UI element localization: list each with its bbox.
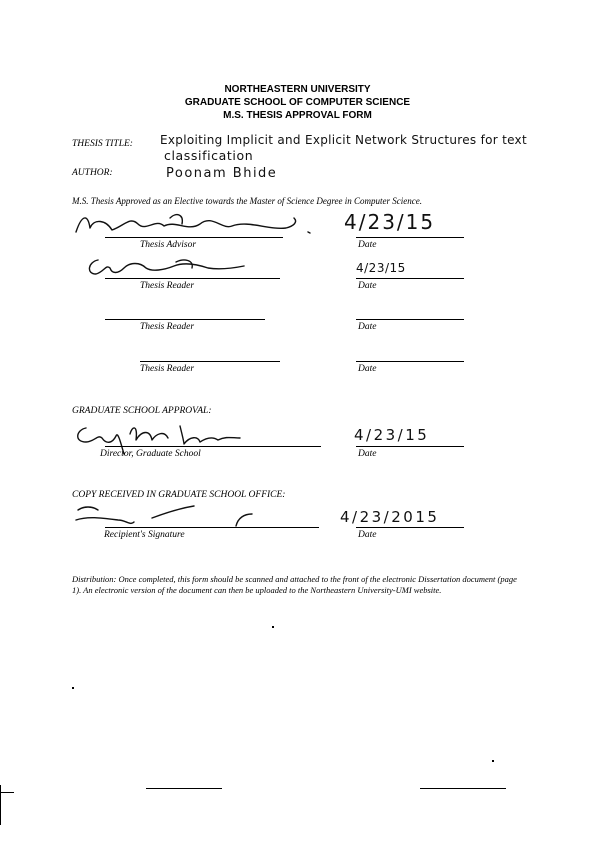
director-date-line <box>356 446 464 447</box>
advisor-date-label: Date <box>358 240 377 250</box>
reader2-date-label: Date <box>358 322 377 332</box>
reader1-date-label: Date <box>358 281 377 291</box>
recipient-signature-line <box>105 527 319 528</box>
distribution-note: Distribution: Once completed, this form should be scanned and attached to the front of the electronic Dissertation document (page 1). An electronic version of the document can then be uploaded to the Northeastern University-UMI website. <box>72 574 517 595</box>
reader3-signature-line <box>140 361 280 362</box>
recipient-date-label: Date <box>358 530 377 540</box>
reader1-signature-line <box>105 278 280 279</box>
footer-line-left <box>146 788 222 789</box>
reader1-signature <box>84 254 284 280</box>
recipient-date-line <box>356 527 464 528</box>
thesis-title-line2: classification <box>164 148 254 163</box>
scan-dot <box>492 760 494 762</box>
author-label: AUTHOR: <box>72 168 113 178</box>
form-title: M.S. THESIS APPROVAL FORM <box>223 110 372 121</box>
recipient-role-label: Recipient's Signature <box>104 530 185 540</box>
advisor-date-line <box>356 237 464 238</box>
graduate-approval-heading: GRADUATE SCHOOL APPROVAL: <box>72 406 212 416</box>
footer-line-right <box>420 788 506 789</box>
reader1-role-label: Thesis Reader <box>140 281 195 291</box>
scan-dot <box>272 626 274 628</box>
author-name: Poonam Bhide <box>166 166 278 181</box>
reader2-date-line <box>356 319 464 320</box>
director-signature-line <box>105 446 321 447</box>
reader2-signature-line <box>105 319 265 320</box>
approval-statement: M.S. Thesis Approved as an Elective towards the Master of Science Degree in Computer Science. <box>72 196 423 206</box>
thesis-title-label: THESIS TITLE: <box>72 139 133 149</box>
advisor-role-label: Thesis Advisor <box>140 240 197 250</box>
scan-edge-mark-vertical <box>0 785 1 825</box>
scan-edge-mark <box>0 792 14 793</box>
thesis-title-line1: Exploiting Implicit and Explicit Network Structures for text <box>160 133 527 147</box>
advisor-date-value: 4/23/15 <box>344 210 436 234</box>
reader1-date-value: 4/23/15 <box>356 261 406 275</box>
director-date-value: 4/23/15 <box>354 426 430 444</box>
director-date-label: Date <box>358 449 377 459</box>
university-name: NORTHEASTERN UNIVERSITY <box>224 84 371 95</box>
director-role-label: Director, Graduate School <box>100 449 201 459</box>
reader3-date-label: Date <box>358 364 377 374</box>
reader2-role-label: Thesis Reader <box>140 322 195 332</box>
recipient-date-value: 4/23/2015 <box>340 508 440 526</box>
school-name: GRADUATE SCHOOL OF COMPUTER SCIENCE <box>184 97 411 108</box>
scan-dot <box>72 687 74 689</box>
reader1-date-line <box>356 278 464 279</box>
reader3-date-line <box>356 361 464 362</box>
advisor-signature-line <box>105 237 283 238</box>
copy-received-heading: COPY RECEIVED IN GRADUATE SCHOOL OFFICE: <box>72 490 286 500</box>
reader3-role-label: Thesis Reader <box>140 364 195 374</box>
